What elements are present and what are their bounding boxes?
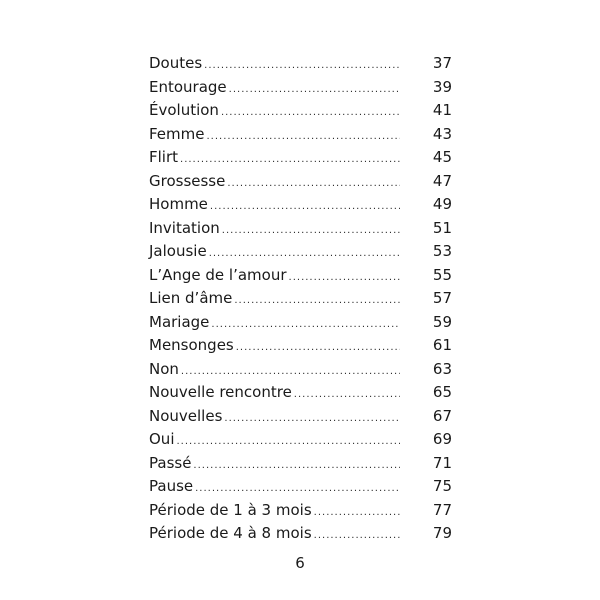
toc-entry: [149, 217, 452, 241]
toc-entry-page: 71: [432, 453, 452, 472]
toc-dot-leader: [229, 78, 400, 102]
toc-dot-leader: [222, 219, 400, 243]
toc-entry-page: 45: [432, 148, 452, 166]
toc-dot-leader: [314, 501, 400, 525]
toc-entry: [149, 499, 452, 523]
toc-entry-title: L’Ange de l’amour: [149, 265, 287, 284]
toc-dot-leader: [234, 289, 400, 313]
toc-entry: [149, 99, 452, 123]
toc-entry-title: Femme: [149, 124, 205, 143]
toc-entry-page: 43: [432, 124, 452, 143]
toc-entry-page: 53: [432, 242, 452, 260]
toc-entry-title: Non: [149, 359, 179, 378]
toc-entry-title: Évolution: [149, 101, 219, 119]
toc-entry-page: 67: [432, 406, 452, 425]
toc-entry-page: 49: [432, 195, 452, 213]
toc-dot-leader: [204, 54, 400, 78]
toc-entry: [149, 452, 452, 476]
toc-dot-leader: [211, 313, 400, 337]
toc-entry: [149, 264, 452, 288]
toc-entry-page: 65: [432, 383, 452, 401]
toc-entry: [149, 123, 452, 147]
toc-entry-title: Période de 4 à 8 mois: [149, 524, 312, 542]
toc-entry-title: Jalousie: [149, 242, 207, 260]
toc-entry-title: Lien d’âme: [149, 289, 233, 307]
toc-dot-leader: [314, 524, 400, 548]
toc-entry: [149, 381, 452, 405]
toc-entry-title: Nouvelle rencontre: [149, 383, 292, 401]
toc-entry: [149, 193, 452, 217]
toc-entry: [149, 52, 452, 76]
toc-entry: [149, 76, 452, 100]
toc-dot-leader: [221, 101, 400, 125]
toc-entry-page: 61: [432, 336, 452, 354]
toc-entry-page: 59: [432, 312, 452, 331]
toc-dot-leader: [289, 266, 400, 290]
toc-dot-leader: [209, 242, 400, 266]
toc-entry-title: Homme: [149, 195, 208, 213]
toc-entry-title: Mensonges: [149, 336, 234, 354]
toc-dot-leader: [207, 125, 401, 149]
toc-entry-page: 39: [432, 77, 452, 96]
toc-entry-page: 79: [432, 524, 452, 542]
toc-entry-page: 51: [432, 218, 452, 237]
toc-dot-leader: [224, 407, 400, 431]
toc-dot-leader: [210, 195, 400, 219]
toc-entry-title: Mariage: [149, 312, 210, 331]
toc-entry-page: 77: [432, 500, 452, 519]
toc-dot-leader: [193, 454, 400, 478]
toc-entry-page: 37: [432, 54, 452, 72]
toc-entry: [149, 522, 452, 546]
toc-dot-leader: [236, 336, 400, 360]
toc-dot-leader: [227, 172, 400, 196]
toc-dot-leader: [180, 148, 400, 172]
toc-entry-title: Oui: [149, 430, 175, 448]
toc-entry-title: Flirt: [149, 148, 179, 166]
toc-entry-title: Nouvelles: [149, 406, 223, 425]
toc-entry-page: 57: [432, 289, 452, 307]
toc-dot-leader: [181, 360, 400, 384]
toc-entry: [149, 428, 452, 452]
table-of-contents: [149, 52, 452, 546]
toc-entry-title: Entourage: [149, 77, 227, 96]
toc-entry: [149, 287, 452, 311]
toc-entry-title: Pause: [149, 477, 194, 495]
page-number: 6: [295, 554, 305, 572]
toc-dot-leader: [195, 477, 400, 501]
toc-entry-title: Invitation: [149, 218, 220, 237]
toc-entry-page: 69: [432, 430, 452, 448]
toc-entry-page: 75: [432, 477, 452, 495]
toc-entry-title: Doutes: [149, 54, 203, 72]
toc-entry: [149, 170, 452, 194]
toc-entry-title: Passé: [149, 453, 192, 472]
toc-entry: [149, 358, 452, 382]
toc-entry: [149, 146, 452, 170]
toc-entry-page: 63: [432, 359, 452, 378]
toc-entry: [149, 334, 452, 358]
toc-entry-page: 47: [432, 171, 452, 190]
toc-entry: [149, 475, 452, 499]
toc-dot-leader: [176, 430, 400, 454]
toc-entry-page: 41: [432, 101, 452, 119]
toc-entry-page: 55: [432, 265, 452, 284]
toc-entry: [149, 311, 452, 335]
toc-entry: [149, 240, 452, 264]
toc-entry: [149, 405, 452, 429]
toc-entry-title: Période de 1 à 3 mois: [149, 500, 312, 519]
toc-dot-leader: [294, 383, 400, 407]
toc-entry-title: Grossesse: [149, 171, 226, 190]
